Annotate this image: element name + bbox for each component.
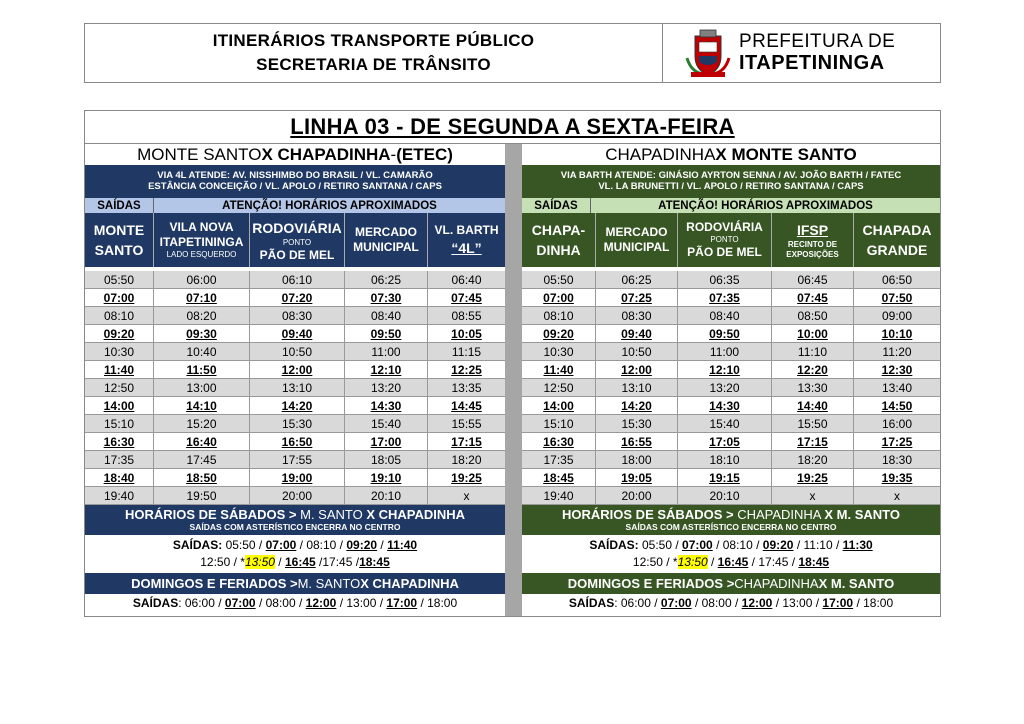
time-cell: 09:40	[250, 325, 345, 343]
time-cell: 17:55	[250, 451, 345, 469]
time-cell: 14:00	[85, 397, 154, 415]
right-head1-b: DINHA	[536, 242, 581, 258]
table-row	[522, 307, 940, 325]
time-cell: 18:10	[678, 451, 772, 469]
time-cell: 15:50	[772, 415, 854, 433]
table-row	[85, 325, 505, 343]
left-sun-title-b: M. SANTO	[297, 576, 361, 591]
right-sat-t6: 11:30	[842, 538, 873, 552]
time-cell: 09:30	[154, 325, 250, 343]
left-sat-t3: / 08:10 /	[296, 538, 347, 552]
left-sun-e: / 13:00 /	[336, 596, 387, 610]
time-cell: 07:20	[250, 289, 345, 307]
time-cell: 11:10	[772, 343, 854, 361]
left-sunday-times	[85, 594, 505, 612]
time-cell: 06:25	[596, 271, 678, 289]
time-cell: 18:30	[854, 451, 940, 469]
right-head2-a: MERCADO	[605, 225, 668, 239]
time-cell: 16:30	[85, 433, 154, 451]
left-sun-b: 07:00	[224, 596, 256, 610]
right-sat-t4: 09:20	[762, 538, 794, 552]
right-head4-b: RECINTO DE	[787, 240, 838, 249]
right-sat-l2e: / 17:45 /	[748, 555, 799, 569]
right-sat-l2d: 16:45	[717, 555, 749, 569]
header-title-line2: SECRETARIA DE TRÂNSITO	[256, 55, 491, 74]
time-cell: 08:10	[522, 307, 596, 325]
left-via-info	[85, 165, 505, 198]
right-sun-b: 07:00	[660, 596, 692, 610]
time-cell: 13:10	[250, 379, 345, 397]
time-cell: 13:00	[154, 379, 250, 397]
left-head1-a: MONTE	[93, 222, 145, 238]
time-cell: 11:20	[854, 343, 940, 361]
time-cell: 09:50	[345, 325, 428, 343]
time-cell: 09:20	[85, 325, 154, 343]
right-sun-label: SAÍDAS	[568, 596, 615, 610]
time-cell: 11:40	[85, 361, 154, 379]
time-cell: 08:30	[596, 307, 678, 325]
time-cell: 06:35	[678, 271, 772, 289]
time-cell: 09:50	[678, 325, 772, 343]
right-sun-g: / 18:00	[853, 596, 894, 610]
right-head-chapada-grande	[854, 213, 940, 267]
time-cell: 11:00	[345, 343, 428, 361]
time-cell: 06:00	[154, 271, 250, 289]
table-row	[522, 415, 940, 433]
time-cell: 10:30	[85, 343, 154, 361]
right-sat-t3: / 08:10 /	[712, 538, 763, 552]
right-sun-title-a: DOMINGOS E FERIADOS >	[567, 576, 735, 591]
time-cell: 15:40	[678, 415, 772, 433]
right-sat-t5: / 11:10 /	[793, 538, 843, 552]
time-cell: 08:10	[85, 307, 154, 325]
left-head-vl-barth	[428, 213, 505, 267]
right-sat-title-a: HORÁRIOS DE SÁBADOS >	[562, 507, 734, 522]
right-schedule	[522, 144, 940, 616]
table-row	[522, 397, 940, 415]
right-head5-a: CHAPADA	[862, 222, 932, 238]
time-cell: x	[854, 487, 940, 505]
right-sat-l2a: 12:50 / *	[632, 555, 678, 569]
time-cell: 12:00	[250, 361, 345, 379]
right-sun-title-c: X M. SANTO	[818, 576, 895, 591]
right-sat-subtitle: SAÍDAS COM ASTERÍSTICO ENCERRA NO CENTRO	[625, 522, 837, 532]
time-cell: 10:00	[772, 325, 854, 343]
left-saturday-header	[85, 505, 505, 535]
left-via-line1: VIA 4L ATENDE: AV. NISSHIMBO DO BRASIL / VL. CAMARÃO	[157, 170, 433, 181]
right-head-ifsp	[772, 213, 854, 267]
time-cell: 10:50	[596, 343, 678, 361]
table-row	[85, 343, 505, 361]
time-cell: 17:35	[85, 451, 154, 469]
time-cell: 18:50	[154, 469, 250, 487]
time-cell: 19:10	[345, 469, 428, 487]
time-cell: 18:20	[428, 451, 505, 469]
right-sat-title-c: X M. SANTO	[824, 507, 900, 522]
time-cell: 06:25	[345, 271, 428, 289]
table-row	[522, 325, 940, 343]
header-title-block	[85, 24, 663, 82]
left-head5-b: “4L”	[451, 239, 482, 256]
time-cell: 14:20	[250, 397, 345, 415]
table-row	[85, 451, 505, 469]
left-sunday-header	[85, 573, 505, 594]
time-cell: 14:00	[522, 397, 596, 415]
left-head3-b: PONTO	[282, 237, 312, 247]
time-cell: 08:50	[772, 307, 854, 325]
time-cell: 13:10	[596, 379, 678, 397]
header-title-line1: ITINERÁRIOS TRANSPORTE PÚBLICO	[212, 31, 535, 50]
time-cell: 17:45	[154, 451, 250, 469]
time-cell: 10:10	[854, 325, 940, 343]
time-cell: 13:20	[345, 379, 428, 397]
time-cell: 15:30	[596, 415, 678, 433]
left-head4-b: MUNICIPAL	[353, 240, 419, 254]
left-sat-l2f: 18:45	[359, 555, 390, 569]
time-cell: 13:40	[854, 379, 940, 397]
right-head4-c: EXPOSIÇÕES	[786, 250, 839, 259]
left-sat-l2b: 13:50	[244, 555, 275, 569]
right-sat-l2c: /	[707, 555, 718, 569]
prefeitura-name	[739, 32, 895, 74]
time-cell: 15:20	[154, 415, 250, 433]
time-cell: 07:30	[345, 289, 428, 307]
time-cell: x	[428, 487, 505, 505]
time-cell: 07:00	[85, 289, 154, 307]
time-cell: 14:20	[596, 397, 678, 415]
time-cell: 12:25	[428, 361, 505, 379]
time-cell: 18:45	[522, 469, 596, 487]
time-cell: 07:00	[522, 289, 596, 307]
time-cell: 14:45	[428, 397, 505, 415]
left-times-table	[85, 271, 505, 505]
right-saturday-header	[522, 505, 940, 535]
table-row	[522, 451, 940, 469]
time-cell: 08:20	[154, 307, 250, 325]
left-saturday-times	[85, 535, 505, 573]
time-cell: x	[772, 487, 854, 505]
right-column-headers	[522, 213, 940, 267]
table-row	[522, 379, 940, 397]
right-route-part1: CHAPADINHA	[605, 144, 716, 164]
time-cell: 20:00	[250, 487, 345, 505]
right-sun-f: 17:00	[822, 596, 854, 610]
right-sunday-times	[522, 594, 940, 612]
left-sat-title-c: X CHAPADINHA	[366, 507, 466, 522]
prefeitura-logo-block	[663, 24, 940, 82]
time-cell: 08:40	[345, 307, 428, 325]
right-head3-b: PONTO	[710, 235, 739, 244]
left-sat-l2d: 16:45	[284, 555, 316, 569]
right-times-table	[522, 271, 940, 505]
right-sat-saidas: SAÍDAS:	[589, 538, 639, 552]
left-route-part4: (ETEC)	[396, 144, 453, 164]
left-sun-d: 12:00	[305, 596, 337, 610]
time-cell: 13:35	[428, 379, 505, 397]
table-row	[85, 271, 505, 289]
time-cell: 06:45	[772, 271, 854, 289]
time-cell: 16:30	[522, 433, 596, 451]
time-cell: 19:00	[250, 469, 345, 487]
time-cell: 15:55	[428, 415, 505, 433]
right-sun-title-b: CHAPADINHA	[734, 576, 819, 591]
time-cell: 13:20	[678, 379, 772, 397]
time-cell: 11:15	[428, 343, 505, 361]
right-via-line2: VL. LA BRUNETTI / VL. APOLO / RETIRO SANTANA / CAPS	[598, 181, 864, 192]
time-cell: 14:50	[854, 397, 940, 415]
time-cell: 19:50	[154, 487, 250, 505]
left-attention-row	[85, 198, 505, 213]
right-route-part2: X MONTE SANTO	[715, 144, 857, 164]
table-row	[85, 307, 505, 325]
right-sun-a: : 06:00 /	[614, 596, 661, 610]
time-cell: 07:45	[772, 289, 854, 307]
time-cell: 11:50	[154, 361, 250, 379]
left-head3-a: RODOVIÁRIA	[252, 219, 342, 236]
table-row	[85, 289, 505, 307]
time-cell: 14:30	[678, 397, 772, 415]
time-cell: 15:30	[250, 415, 345, 433]
right-head3-a: RODOVIÁRIA	[686, 220, 763, 234]
time-cell: 08:55	[428, 307, 505, 325]
time-cell: 07:50	[854, 289, 940, 307]
time-cell: 09:00	[854, 307, 940, 325]
time-cell: 17:35	[522, 451, 596, 469]
left-sat-l2a: 12:50 / *	[200, 555, 245, 569]
table-row	[522, 361, 940, 379]
time-cell: 15:40	[345, 415, 428, 433]
left-via-line2: ESTÂNCIA CONCEIÇÃO / VL. APOLO / RETIRO SANTANA / CAPS	[148, 181, 442, 192]
right-saturday-times	[522, 535, 940, 573]
document-header	[84, 23, 941, 83]
time-cell: 17:15	[772, 433, 854, 451]
time-cell: 06:50	[854, 271, 940, 289]
time-cell: 12:20	[772, 361, 854, 379]
left-head-vila-nova	[154, 213, 250, 267]
left-sat-t2: 07:00	[265, 538, 297, 552]
right-head-mercado	[596, 213, 678, 267]
time-cell: 12:50	[522, 379, 596, 397]
left-column-headers	[85, 213, 505, 267]
left-sat-title-b: M. SANTO	[296, 507, 367, 522]
right-sat-l2b: 13:50	[677, 555, 708, 569]
time-cell: 05:50	[85, 271, 154, 289]
time-cell: 15:10	[85, 415, 154, 433]
right-sat-title-b: CHAPADINHA	[733, 507, 825, 522]
time-cell: 18:40	[85, 469, 154, 487]
table-row	[85, 397, 505, 415]
time-cell: 15:10	[522, 415, 596, 433]
time-cell: 19:40	[85, 487, 154, 505]
time-cell: 17:25	[854, 433, 940, 451]
time-cell: 18:05	[345, 451, 428, 469]
city-crest-icon	[685, 28, 731, 78]
time-cell: 12:00	[596, 361, 678, 379]
right-attention-label: ATENÇÃO! HORÁRIOS APROXIMADOS	[658, 199, 873, 212]
time-cell: 12:50	[85, 379, 154, 397]
time-cell: 17:05	[678, 433, 772, 451]
left-sat-l2c: /	[274, 555, 285, 569]
left-head2-c: LADO ESQUERDO	[166, 250, 237, 259]
table-row	[85, 433, 505, 451]
left-sat-t1: 05:50 /	[222, 538, 266, 552]
table-row	[522, 343, 940, 361]
time-cell: 08:40	[678, 307, 772, 325]
line-title: LINHA 03 - DE SEGUNDA A SEXTA-FEIRA	[290, 114, 735, 139]
right-sun-e: / 13:00 /	[772, 596, 823, 610]
table-row	[85, 415, 505, 433]
time-cell: 19:15	[678, 469, 772, 487]
right-attention-row	[522, 198, 940, 213]
left-head2-a: VILA NOVA	[169, 220, 234, 234]
right-saidas-label: SAÍDAS	[522, 198, 591, 213]
right-head-chapadinha	[522, 213, 596, 267]
time-cell: 06:10	[250, 271, 345, 289]
left-head4-a: MERCADO	[355, 225, 417, 239]
left-head1-b: SANTO	[94, 242, 144, 258]
left-sun-label: SAÍDAS	[132, 596, 179, 610]
time-cell: 05:50	[522, 271, 596, 289]
time-cell: 07:45	[428, 289, 505, 307]
table-row	[85, 469, 505, 487]
time-cell: 13:30	[772, 379, 854, 397]
time-cell: 10:50	[250, 343, 345, 361]
table-row	[522, 433, 940, 451]
left-sat-saidas: SAÍDAS:	[172, 538, 223, 552]
right-head5-b: GRANDE	[866, 242, 928, 258]
left-route-title	[85, 144, 505, 165]
table-row	[522, 289, 940, 307]
time-cell: 16:40	[154, 433, 250, 451]
right-head1-a: CHAPA-	[531, 222, 586, 238]
left-head2-b: ITAPETININGA	[159, 235, 244, 249]
time-cell: 18:20	[772, 451, 854, 469]
left-sun-a: : 06:00 /	[178, 596, 225, 610]
schedule-columns	[85, 144, 940, 616]
right-head4-a: IFSP	[796, 222, 829, 238]
right-head3-c: PÃO DE MEL	[687, 245, 762, 259]
left-sat-title-a: HORÁRIOS DE SÁBADOS >	[124, 507, 297, 522]
time-cell: 14:30	[345, 397, 428, 415]
right-sat-l2f: 18:45	[798, 555, 830, 569]
time-cell: 10:30	[522, 343, 596, 361]
right-route-title	[522, 144, 940, 165]
left-head-mercado	[345, 213, 428, 267]
time-cell: 07:25	[596, 289, 678, 307]
left-sun-title-a: DOMINGOS E FERIADOS >	[131, 576, 298, 591]
left-sat-l2e: /17:45 /	[315, 555, 360, 569]
schedule-sheet	[84, 110, 941, 617]
right-sat-t1: 05:50 /	[638, 538, 683, 552]
time-cell: 10:05	[428, 325, 505, 343]
left-sat-t6: 11:40	[387, 538, 418, 552]
table-row	[522, 271, 940, 289]
time-cell: 16:55	[596, 433, 678, 451]
time-cell: 12:30	[854, 361, 940, 379]
column-divider	[505, 144, 522, 616]
left-sun-f: 17:00	[386, 596, 418, 610]
left-route-part1: MONTE SANTO	[137, 144, 262, 164]
time-cell: 19:25	[772, 469, 854, 487]
time-cell: 16:00	[854, 415, 940, 433]
right-head2-b: MUNICIPAL	[603, 240, 670, 254]
left-sat-t4: 09:20	[346, 538, 378, 552]
left-sun-g: / 18:00	[417, 596, 458, 610]
left-saidas-label: SAÍDAS	[85, 198, 154, 213]
left-head3-c: PÃO DE MEL	[259, 247, 335, 262]
right-sun-d: 12:00	[741, 596, 773, 610]
time-cell: 20:00	[596, 487, 678, 505]
right-sat-t2: 07:00	[682, 538, 713, 552]
time-cell: 07:35	[678, 289, 772, 307]
table-row	[522, 469, 940, 487]
left-schedule	[85, 144, 505, 616]
time-cell: 14:10	[154, 397, 250, 415]
table-row	[522, 487, 940, 505]
right-head-rodoviaria	[678, 213, 772, 267]
time-cell: 06:40	[428, 271, 505, 289]
left-sat-subtitle: SAÍDAS COM ASTERÍSTICO ENCERRA NO CENTRO	[189, 522, 401, 532]
left-head5-a: VL. BARTH	[434, 222, 499, 237]
time-cell: 20:10	[678, 487, 772, 505]
left-sun-title-c: X CHAPADINHA	[360, 576, 459, 591]
prefeitura-line2: ITAPETININGA	[739, 52, 885, 74]
left-route-part3: -	[390, 144, 397, 164]
time-cell: 09:40	[596, 325, 678, 343]
time-cell: 11:00	[678, 343, 772, 361]
left-sun-c: / 08:00 /	[255, 596, 306, 610]
right-via-line1: VIA BARTH ATENDE: GINÁSIO AYRTON SENNA / AV. JOÃO BARTH / FATEC	[560, 170, 902, 181]
time-cell: 12:10	[345, 361, 428, 379]
left-route-part2: X CHAPADINHA	[261, 144, 391, 164]
time-cell: 16:50	[250, 433, 345, 451]
left-head-monte-santo	[85, 213, 154, 267]
line-title-row	[85, 111, 940, 144]
time-cell: 07:10	[154, 289, 250, 307]
table-row	[85, 361, 505, 379]
time-cell: 19:25	[428, 469, 505, 487]
time-cell: 10:40	[154, 343, 250, 361]
left-sat-t5: /	[377, 538, 388, 552]
left-attention-label: ATENÇÃO! HORÁRIOS APROXIMADOS	[222, 199, 437, 212]
right-sunday-header	[522, 573, 940, 594]
time-cell: 08:30	[250, 307, 345, 325]
time-cell: 12:10	[678, 361, 772, 379]
time-cell: 19:40	[522, 487, 596, 505]
time-cell: 20:10	[345, 487, 428, 505]
time-cell: 18:00	[596, 451, 678, 469]
table-row	[85, 487, 505, 505]
time-cell: 19:05	[596, 469, 678, 487]
time-cell: 14:40	[772, 397, 854, 415]
time-cell: 17:15	[428, 433, 505, 451]
left-head-rodoviaria	[250, 213, 345, 267]
time-cell: 19:35	[854, 469, 940, 487]
right-via-info	[522, 165, 940, 198]
prefeitura-line1: PREFEITURA DE	[739, 31, 896, 52]
table-row	[85, 379, 505, 397]
time-cell: 17:00	[345, 433, 428, 451]
time-cell: 11:40	[522, 361, 596, 379]
right-sun-c: / 08:00 /	[691, 596, 742, 610]
time-cell: 09:20	[522, 325, 596, 343]
